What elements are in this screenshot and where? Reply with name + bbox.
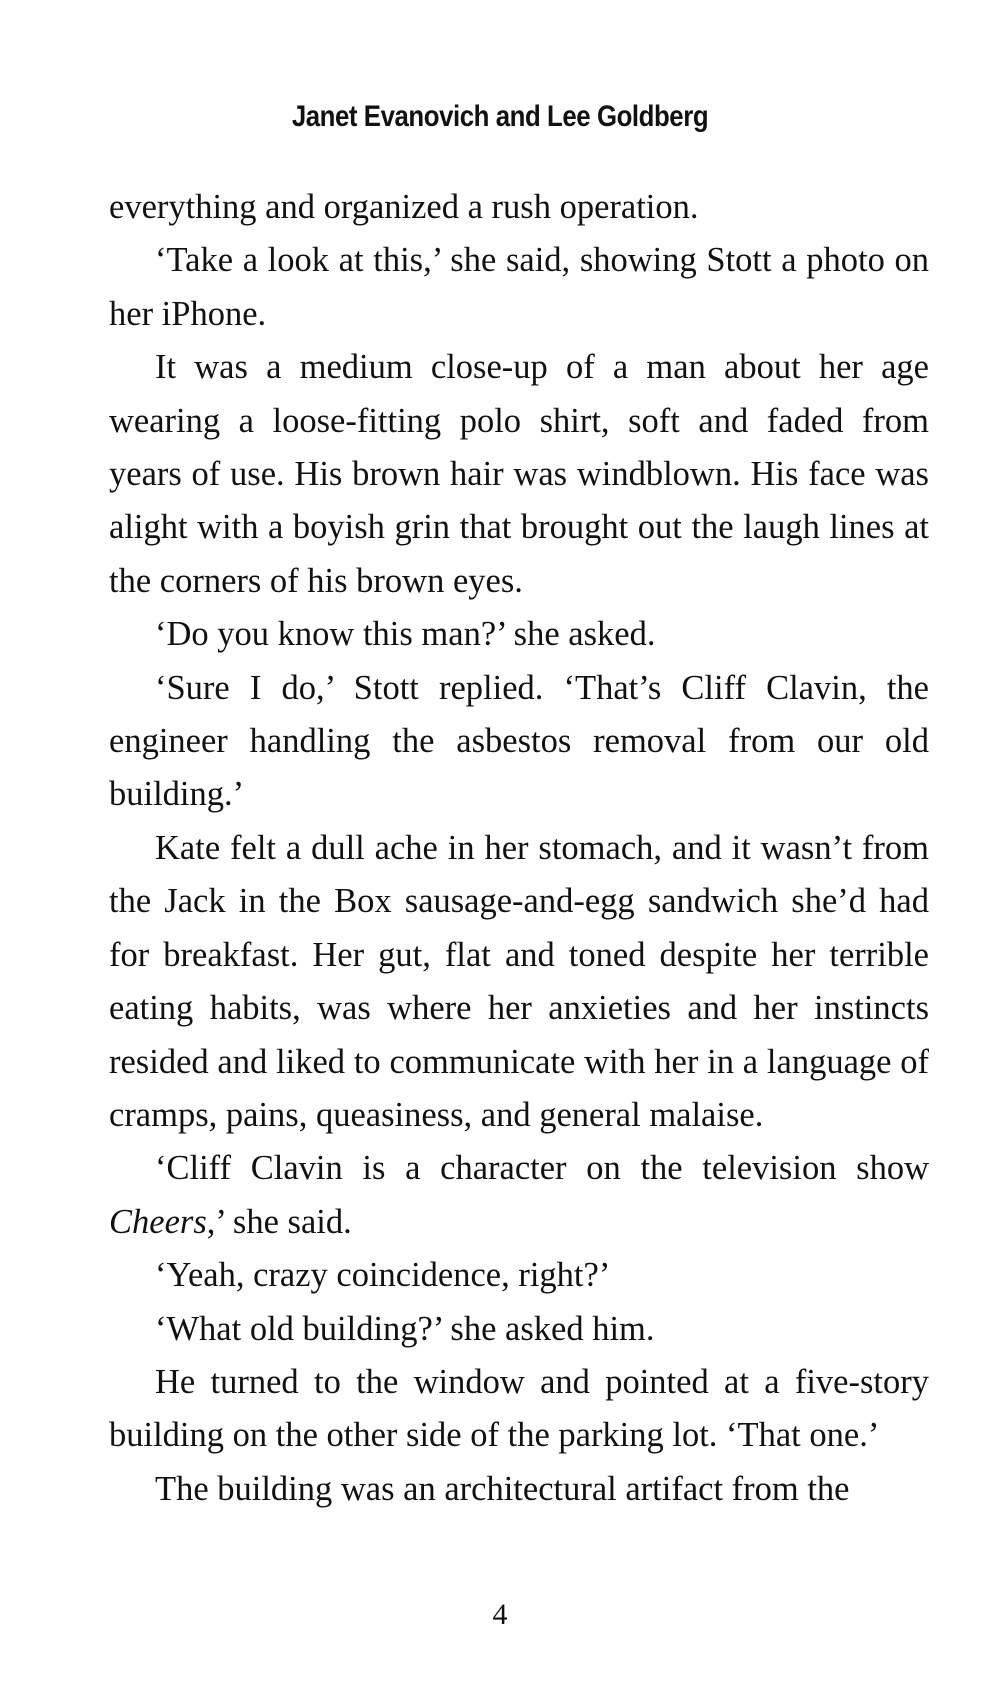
body-text (109, 181, 929, 1516)
running-header: Janet Evanovich and Lee Goldberg (291, 100, 709, 133)
page-number: 4 (492, 1598, 508, 1631)
show-title-italic: Cheers (109, 1202, 207, 1241)
paragraph: It was a medium close-up of a man about her age wearing a loose-fitting polo shirt, soft and faded from years of use. His brown hair was windblown. His face was alight with a boyish grin that brought out the laugh lines at the corners of his brown eyes. (109, 348, 929, 600)
paragraph-text: ,’ she said. (206, 1202, 352, 1241)
paragraph-text: ‘Cliff Clavin is a character on the television show (155, 1149, 929, 1188)
paragraph: ‘What old building?’ she asked him. (155, 1309, 655, 1348)
paragraph: ‘Take a look at this,’ she said, showing Stott a photo on her iPhone. (109, 241, 929, 333)
paragraph: everything and organized a rush operation. (109, 188, 699, 226)
paragraph: The building was an architectural artifact from the (155, 1469, 850, 1508)
paragraph: Kate felt a dull ache in her stomach, and it wasn’t from the Jack in the Box sausage-and-egg sandwich she’d had for breakfast. Her gut, flat and toned despite her terrible eating habits, was where her anxieties and her instincts resided and liked to communicate with her in a language of cramps, pains, queasiness, and general malaise. (109, 828, 929, 1134)
paragraph: ‘Yeah, crazy coincidence, right?’ (155, 1256, 611, 1295)
paragraph: He turned to the window and pointed at a five-story building on the other side of the parking lot. ‘That one.’ (109, 1362, 929, 1455)
paragraph: ‘Sure I do,’ Stott replied. ‘That’s Cliff Clavin, the engineer handling the asbestos removal from our old building.’ (109, 668, 929, 814)
paragraph (109, 1142, 929, 1249)
paragraph: ‘Do you know this man?’ she asked. (155, 615, 656, 654)
